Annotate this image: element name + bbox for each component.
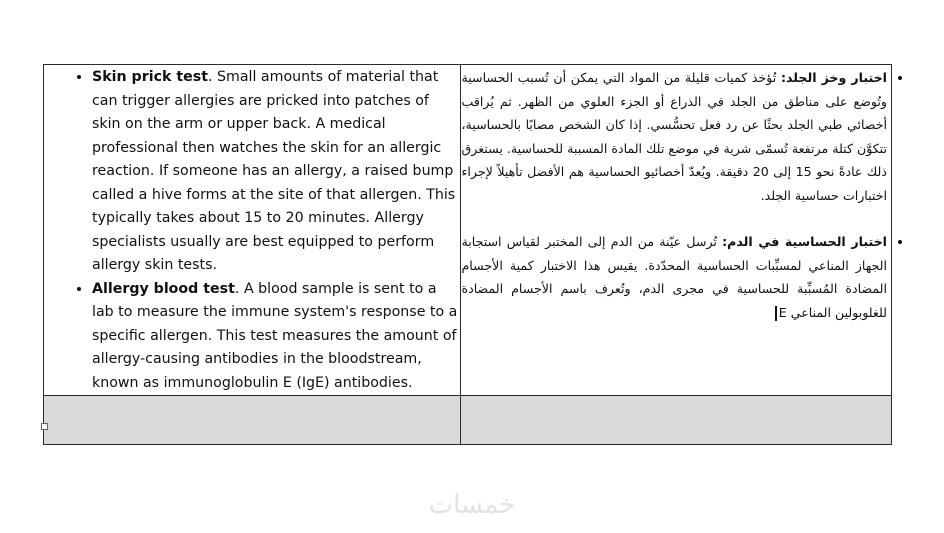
table-row-empty — [44, 396, 892, 445]
arabic-text: تُؤخذ كميات قليلة من المواد التي يمكن أن تُسبب الحساسية وتُوضع على مناطق من الجلد في الذراع أو الجزء العلوي من الظهر. ثم يُراقب أخصائي طبي الجلد بحثًا عن رد فعل تحسُّسي. إذا كان الشخص مصابًا بالحساسية، تتكوَّن كتلة مرتفعة تُسمّى شرية في موضع تلك المادة المسببة للحساسية. يستغرق ذلك عادةً نحو 15 إلى 20 دقيقة. ويُعدّ أخصائيو الحساسية هم الأفضل تأهيلاً لإجراء اختبارات حساسية الجلد. — [461, 70, 887, 203]
arabic-cell[interactable] — [461, 65, 892, 396]
english-text: . Small amounts of material that can trigger allergies are pricked into patches of skin on the arm or upper back. A medical professional then watches the skin for an allergic reaction. If someone has an allergy, a raised bump called a hive forms at the site of that allergen. This typically takes about 15 to 20 minutes. Allergy specialists usually are best equipped to perform allergy skin tests. — [92, 69, 456, 273]
text-cursor — [775, 306, 777, 321]
english-term: Allergy blood test — [92, 280, 235, 297]
empty-cell-right[interactable] — [461, 396, 892, 445]
english-bullet-list — [44, 66, 460, 395]
watermark-logo: خمسات — [428, 490, 516, 520]
arabic-item-skin-prick — [461, 66, 887, 207]
english-text: . A blood sample is sent to a lab to measure the immune system's response to a specific allergen. This test measures the amount of allergy-causing antibodies in the bloodstream, known as immunoglobulin E (IgE) antibodies. — [92, 280, 458, 391]
table-row — [44, 65, 892, 396]
table-resize-handle[interactable] — [41, 423, 48, 430]
english-cell[interactable] — [44, 65, 461, 396]
english-term: Skin prick test — [92, 69, 208, 85]
english-item-skin-prick — [92, 66, 460, 278]
arabic-item-blood-test — [461, 230, 887, 324]
arabic-term: اختبار وخز الجلد: — [780, 70, 887, 85]
empty-cell-left[interactable] — [44, 396, 461, 445]
arabic-term: اختبار الحساسية في الدم: — [722, 234, 887, 249]
english-item-blood-test — [92, 278, 460, 396]
bilingual-table — [43, 64, 892, 445]
arabic-text: تُرسل عيّنة من الدم إلى المختبر لقياس استجابة الجهاز المناعي لمسبِّبات الحساسية المحدّدة. يقيس هذا الاختبار كمية الأجسام المضادة المُسبِّبة للحساسية في مجرى الدم، وتُعرف باسم الأجسام المضادة للغلوبولين المناعي E — [461, 234, 887, 320]
arabic-bullet-list — [461, 66, 891, 324]
